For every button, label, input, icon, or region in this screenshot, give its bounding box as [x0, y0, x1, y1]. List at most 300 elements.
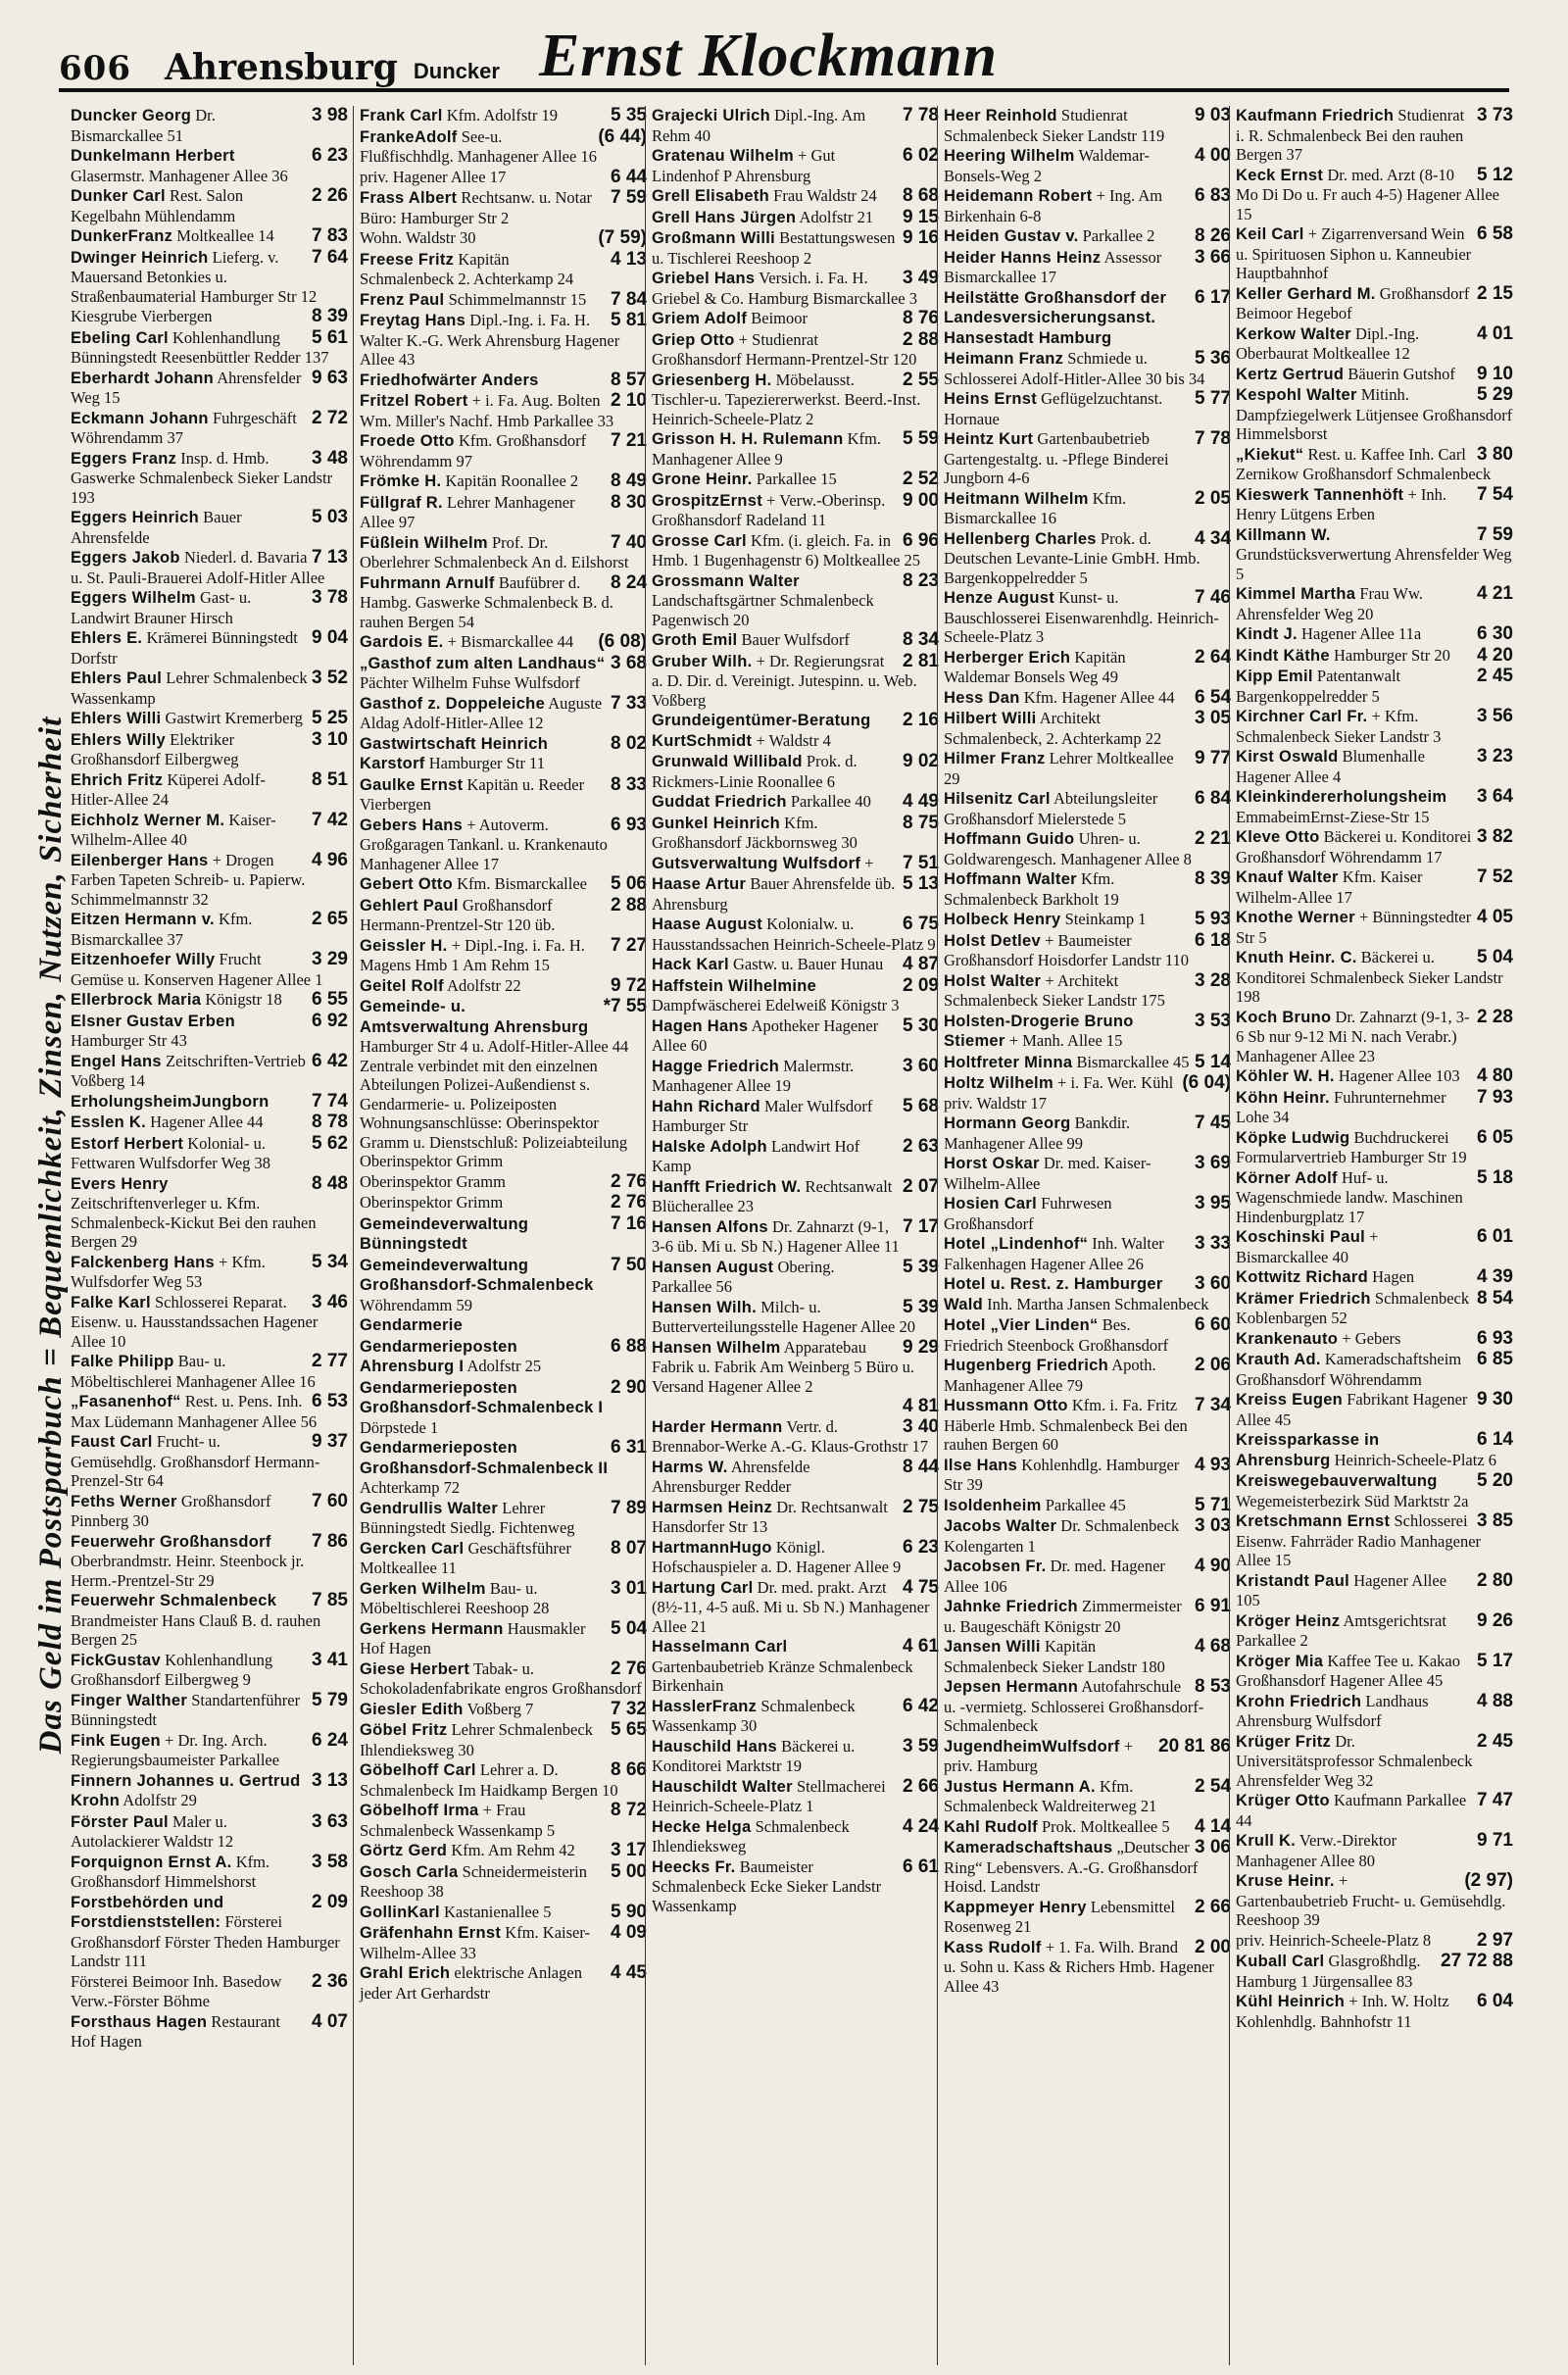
directory-entry	[1236, 1871, 1513, 1930]
entry-details: Dr. med. prakt. Arzt (8½-11, 4-5 auß. Mi u. Sb N.) Manhagener Allee 21	[652, 1577, 930, 1636]
directory-entry	[652, 330, 939, 370]
phone-number: 2 55	[903, 369, 939, 390]
directory-entry	[71, 628, 348, 668]
entry-details: Obering. Parkallee 56	[652, 1257, 835, 1296]
directory-entry	[360, 632, 647, 653]
phone-number: 5 90	[611, 1901, 647, 1922]
entry-details: Bau- u. Möbeltischlerei Manhagener Allee 16	[71, 1352, 316, 1391]
phone-number: 3 53	[1195, 1010, 1231, 1031]
phone-number: 3 68	[611, 652, 647, 673]
entry-name: Hasselmann Carl	[652, 1638, 788, 1656]
phone-number: 7 16	[611, 1212, 647, 1234]
entry-details: Fabrikant Hagener Allee 45	[1236, 1390, 1468, 1429]
entry-name: Frömke H.	[360, 472, 442, 490]
entry-details: Dr. Zahnarzt (9-1, 3-6 Sb nur 9-12 Mi N. nach Verabr.) Manhagener Allee 23	[1236, 1007, 1470, 1065]
entry-details: Bäckerei u. Konditorei Schmalenbeck Sieker Landstr 198	[1236, 948, 1503, 1006]
phone-number: 7 40	[611, 531, 647, 553]
directory-entry	[1236, 867, 1513, 907]
entry-name: Heiden Gustav v.	[944, 227, 1079, 245]
entry-details: Dipl.-Ing. i. Fa. H. Walter K.-G. Werk Ahrensburg Hagener Allee 43	[360, 311, 620, 369]
entry-details: Hagener Allee 105	[1236, 1570, 1447, 1609]
entry-details: Vertr. d. Brennabor-Werke A.-G. Klaus-Grothstr 17	[652, 1416, 928, 1456]
phone-number: 2 97	[1477, 1929, 1513, 1951]
directory-entry	[1236, 1227, 1513, 1266]
directory-entry	[360, 694, 647, 733]
entry-name: Griem Adolf	[652, 310, 748, 327]
phone-number: 2 09	[903, 974, 939, 996]
directory-entry	[652, 976, 939, 1015]
phone-number: 2 77	[312, 1351, 348, 1371]
entry-details: Dipl.-Ing. Oberbaurat Moltkeallee 12	[1236, 323, 1420, 363]
phone-number: 8 68	[903, 185, 939, 206]
entry-name: Harms W.	[652, 1458, 728, 1476]
phone-number: *7 55	[603, 996, 647, 1016]
entry-details: Gartenbaubetrieb Gartengestaltg. u. -Pflege Binderei Jungborn 4-6	[944, 429, 1169, 487]
directory-entry	[944, 1073, 1231, 1113]
phone-number: 2 76	[611, 1192, 647, 1212]
entry-name: Jepsen Hermann	[944, 1678, 1079, 1696]
directory-entry	[360, 1923, 647, 1962]
entry-details: Auguste Aldag Adolf-Hitler-Allee 12	[360, 693, 603, 732]
entry-details: Landschaftsgärtner Schmalenbeck Pagenwisch 20	[652, 591, 874, 629]
phone-number: 7 74	[312, 1090, 348, 1112]
entry-name: Gratenau Wilhelm	[652, 147, 794, 165]
entry-details: Bestattungswesen u. Tischlerei Reeshoop 2	[652, 228, 896, 268]
phone-number: 9 15	[903, 206, 939, 227]
page-number: 606	[59, 49, 131, 88]
entry-name: Hotel „Vier Linden“	[944, 1316, 1099, 1334]
directory-entry	[944, 1838, 1231, 1897]
entry-details: Kaffee Tee u. Kakao Großhansdorf Hagener Allee 45	[1236, 1651, 1460, 1690]
entry-details: Elektriker Großhansdorf Eilbergweg	[71, 729, 239, 768]
entry-name: Holtfreter Minna	[944, 1053, 1073, 1071]
phone-number: 3 66	[1195, 246, 1231, 268]
entry-details: Baufübrer d. Hambg. Gaswerke Schmalenbeck B. d. rauhen Bergen 54	[360, 572, 613, 631]
phone-number: 7 52	[1477, 866, 1513, 887]
phone-number: 3 40	[903, 1415, 939, 1437]
entry-details: Großhansdorf Beimoor Hegebof	[1236, 283, 1470, 322]
entry-details: + Kfm. Schmalenbeck Sieker Landstr 3	[1236, 707, 1442, 746]
directory-entry	[944, 429, 1231, 488]
entry-details: Niederl. d. Bavaria u. St. Pauli-Brauerei Adolf-Hitler Allee	[71, 548, 325, 587]
directory-entry	[652, 429, 939, 469]
entry-name: Gemeinde- u. Amtsverwaltung Ahrensburg	[360, 998, 589, 1036]
entry-details: Ahrensfelde Ahrensburger Redder	[652, 1457, 810, 1496]
entry-details: + Kfm. Wulfsdorfer Weg 53	[71, 1252, 266, 1291]
entry-name: Heimann Franz	[944, 350, 1064, 368]
directory-entry	[360, 493, 647, 532]
entry-details: Rechtsanwalt Blücherallee 23	[652, 1176, 893, 1215]
phone-number: 4 00	[1195, 145, 1231, 166]
entry-name: Krüger Otto	[1236, 1792, 1330, 1809]
phone-number: 7 27	[611, 934, 647, 956]
phone-number: 3 29	[312, 949, 348, 969]
phone-number: 4 13	[611, 248, 647, 270]
entry-name: Hagge Friedrich	[652, 1057, 780, 1075]
entry-details: + Frau Schmalenbeck Wassenkamp 5	[360, 1801, 556, 1840]
entry-details: Gartenbaubetrieb Kränze Schmalenbeck Birkenhain	[652, 1657, 913, 1695]
entry-name: Hilsenitz Carl	[944, 790, 1051, 808]
entry-name: Krankenauto	[1236, 1329, 1339, 1348]
directory-entry	[1236, 1952, 1513, 1991]
phone-number: 2 76	[611, 1170, 647, 1192]
directory-entry	[944, 1737, 1231, 1776]
entry-details: Oberinspektor Gramm	[360, 1171, 506, 1191]
phone-number: 9 10	[1477, 363, 1513, 384]
entry-name: Kirst Oswald	[1236, 748, 1339, 766]
directory-entry	[71, 1432, 348, 1491]
entry-details: Inh. Martha Jansen Schmalenbeck	[987, 1294, 1209, 1313]
directory-entry	[360, 228, 647, 249]
entry-details: Assessor Bismarckallee 17	[944, 247, 1162, 286]
entry-details: Bankdir. Manhagener Allee 99	[944, 1113, 1130, 1153]
directory-entry	[944, 869, 1231, 909]
directory-entry	[360, 1903, 647, 1923]
entry-name: Geissler H.	[360, 936, 448, 955]
entry-details: Fuhrgeschäft Wöhrendamm 37	[71, 408, 297, 447]
entry-name: Finnern Johannes u. Gertrud Krohn	[71, 1771, 301, 1809]
directory-entry	[944, 1516, 1231, 1556]
phone-number: 5 35	[611, 106, 647, 125]
entry-name: Kottwitz Richard	[1236, 1268, 1368, 1286]
phone-number: 3 10	[312, 728, 348, 750]
phone-number: 2 90	[611, 1376, 647, 1398]
directory-entry	[944, 971, 1231, 1011]
phone-number: 7 59	[611, 187, 647, 208]
entry-details: Parkallee 45	[1045, 1495, 1126, 1514]
directory-entry	[71, 1253, 348, 1292]
directory-entry	[1236, 1931, 1513, 1952]
phone-number: (7 59)	[598, 227, 647, 248]
entry-details: Schimmelmannstr 15	[448, 289, 587, 309]
entry-details: Kfm. Am Rehm 42	[451, 1841, 575, 1859]
entry-details: Voßberg 7	[466, 1699, 534, 1718]
entry-details: Frucht- u. Gemüsehdlg. Großhansdorf Hermann-Prenzel-Str 64	[71, 1432, 320, 1490]
entry-details: Kapitän Schmalenbeck Sieker Landstr 180	[944, 1637, 1165, 1676]
entry-details: + priv. Hamburg	[944, 1736, 1133, 1775]
entry-name: Halske Adolph	[652, 1137, 767, 1156]
directory-entry	[652, 1016, 939, 1056]
directory-entry	[360, 1659, 647, 1699]
entry-name: FrankeAdolf	[360, 127, 458, 146]
entry-name: Finger Walther	[71, 1691, 188, 1709]
directory-entry	[944, 1154, 1231, 1193]
entry-name: Heer Reinhold	[944, 107, 1057, 124]
phone-number: 7 83	[312, 225, 348, 246]
phone-number: 2 06	[1195, 1355, 1231, 1375]
directory-entry	[944, 648, 1231, 687]
entry-name: Kühl Heinrich	[1236, 1993, 1346, 2010]
directory-entry	[1236, 667, 1513, 706]
phone-number: 3 23	[1477, 746, 1513, 767]
directory-entry	[360, 1499, 647, 1538]
directory-entry	[1236, 324, 1513, 364]
entry-details: Gast- u. Landwirt Brauner Hirsch	[71, 588, 252, 627]
entry-name: Jahnke Friedrich	[944, 1598, 1078, 1615]
entry-name: Killmann W.	[1236, 525, 1331, 544]
entry-name: Isoldenheim	[944, 1496, 1042, 1514]
entry-name: Krauth Ad.	[1236, 1351, 1321, 1368]
entry-details: Beimoor	[751, 309, 808, 327]
entry-details: Architekt Schmalenbeck, 2. Achterkamp 22	[944, 709, 1162, 748]
phone-number: 8 54	[1477, 1287, 1513, 1309]
entry-details: Studienrat i. R. Schmalenbeck Bei den rauhen Bergen 37	[1236, 106, 1465, 164]
phone-number: 4 45	[611, 1962, 647, 1983]
directory-entry	[1236, 1652, 1513, 1691]
entry-name: Heintz Kurt	[944, 430, 1034, 448]
directory-entry	[944, 1817, 1231, 1838]
entry-name: Hormann Georg	[944, 1114, 1071, 1132]
directory-entry	[360, 1760, 647, 1800]
directory-entry	[944, 389, 1231, 428]
entry-details: Bauer Ahrensfelde	[71, 508, 242, 547]
directory-entry	[1236, 584, 1513, 623]
phone-number: 8 44	[903, 1456, 939, 1477]
entry-name: Holtz Wilhelm	[944, 1074, 1054, 1092]
phone-number: 2 15	[1477, 282, 1513, 304]
entry-name: Gaulke Ernst	[360, 775, 464, 794]
directory-entry	[360, 290, 647, 311]
entry-details: Lehrer Bünningstedt Siedlg. Fichtenweg	[360, 1498, 575, 1537]
directory-entry	[1236, 1066, 1513, 1087]
entry-name: Gardois E.	[360, 633, 444, 651]
phone-number: 6 61	[903, 1855, 939, 1877]
entry-details: Oberbrandmstr. Heinr. Steenbock jr. Herm.-Prentzel-Str 29	[71, 1552, 305, 1590]
entry-name: Geitel Rolf	[360, 976, 444, 995]
entry-details: Moltkeallee 14	[176, 226, 274, 245]
directory-entry	[360, 127, 647, 167]
directory-entry	[1236, 624, 1513, 645]
entry-details: Lehrer Moltkeallee 29	[944, 749, 1174, 788]
directory-entry	[1236, 1831, 1513, 1870]
entry-name: Hotel u. Rest. z. Hamburger Wald	[944, 1275, 1163, 1313]
directory-entry	[652, 792, 939, 813]
entry-name: Hussmann Otto	[944, 1397, 1068, 1414]
entry-details: Schmalenbeck Ihlendieksweg	[652, 1816, 850, 1855]
entry-details: „Deutscher Ring“ Lebensvers. A.-G. Großhansdorf Hoisd. Landstr	[944, 1838, 1199, 1896]
entry-details: Schmiede u. Schlosserei Adolf-Hitler-Allee 30 bis 34	[944, 349, 1205, 388]
entry-name: Kleve Otto	[1236, 828, 1320, 846]
phone-number: 6 53	[312, 1391, 348, 1411]
entry-name: Grossmann Walter	[652, 571, 800, 590]
phone-number: 4 88	[1477, 1690, 1513, 1711]
entry-name: Gendarmerie	[360, 1316, 464, 1334]
entry-details: Autofahrschule u. -vermietg. Schlosserei Großhansdorf-Schmalenbeck	[944, 1677, 1204, 1735]
directory-entry	[1236, 747, 1513, 786]
phone-number: 8 39	[312, 306, 348, 326]
entry-name: Heilstätte Großhansdorf der Landesversicherungsanst. Hansestadt Hamburg	[944, 288, 1167, 347]
directory-entry	[71, 449, 348, 508]
entry-name: Gemeindeverwaltung Großhansdorf-Schmalenbeck	[360, 1256, 594, 1294]
directory-entry	[71, 1092, 348, 1113]
phone-number: 3 60	[1195, 1273, 1231, 1294]
column-3	[645, 106, 939, 2365]
phone-number: 6 31	[611, 1437, 647, 1458]
directory-entry	[1236, 224, 1513, 283]
entry-details: Dipl.-Ing. Am Rehm 40	[652, 106, 866, 145]
entry-name: Holst Walter	[944, 971, 1042, 990]
directory-entry	[944, 1677, 1231, 1736]
entry-details: Krämerei Bünningstedt Dorfstr	[71, 628, 298, 668]
entry-name: Gutsverwaltung Wulfsdorf	[652, 854, 861, 872]
directory-entry	[71, 146, 348, 185]
entry-details: Rechtsanw. u. Notar Büro: Hamburger Str 2	[360, 188, 593, 227]
phone-number: 5 13	[903, 873, 939, 894]
directory-entry	[360, 1337, 647, 1377]
entry-name: Fink Eugen	[71, 1731, 161, 1750]
entry-name: Kappmeyer Henry	[944, 1898, 1087, 1916]
entry-details: + Bismarckallee 44	[447, 632, 574, 651]
entry-details: Dörpstede 1	[360, 1417, 439, 1437]
entry-details: + Zigarrenversand Wein u. Spirituosen Siphon u. Kanneubier Hauptbahnhof	[1236, 224, 1472, 282]
phone-number: 3 46	[312, 1291, 348, 1312]
directory-entry	[71, 1853, 348, 1892]
entry-details: elektrische Anlagen jeder Art Gerhardstr	[360, 1963, 582, 2003]
phone-number: 2 52	[903, 469, 939, 489]
entry-details: Schmalenbeck Koblenbargen 52	[1236, 1288, 1470, 1327]
phone-number: 2 75	[903, 1496, 939, 1517]
directory-entry	[944, 226, 1231, 247]
entry-name: HartmannHugo	[652, 1538, 772, 1557]
entry-name: Harder Hermann	[652, 1417, 783, 1436]
phone-number: 4 90	[1195, 1556, 1231, 1576]
entry-details: Großhansdorf Hermann-Prentzel-Str 120 üb.	[360, 895, 556, 934]
entry-details: Hamburger Str 20	[1334, 645, 1450, 665]
directory-entry	[944, 1356, 1231, 1395]
entry-details: Kaufmann Parkallee 44	[1236, 1791, 1467, 1830]
directory-entry	[652, 1137, 939, 1176]
phone-number: 8 30	[611, 491, 647, 513]
entry-name: Grunwald Willibald	[652, 753, 803, 770]
entry-details: Kfm. Kaiser Wilhelm-Allee 17	[1236, 867, 1423, 907]
phone-number: 6 42	[903, 1695, 939, 1716]
directory-entry	[652, 571, 939, 630]
directory-entry	[944, 1012, 1231, 1052]
phone-number: 6 88	[611, 1335, 647, 1357]
phone-number: 3 73	[1477, 106, 1513, 125]
entry-details: Dr. Rechtsanwalt Hansdorfer Str 13	[652, 1497, 888, 1536]
directory-entry	[360, 997, 647, 1171]
phone-number: 8 24	[611, 571, 647, 593]
phone-number: 3 56	[1477, 706, 1513, 726]
phone-number: 2 26	[312, 185, 348, 206]
phone-number: 2 65	[312, 909, 348, 929]
entry-details: Bäckerei u. Konditorei Marktstr 19	[652, 1736, 856, 1775]
entry-name: Evers Henry	[71, 1174, 169, 1193]
directory-entry	[652, 1817, 939, 1856]
entry-name: Koschinski Paul	[1236, 1228, 1365, 1246]
directory-entry	[1236, 365, 1513, 385]
phone-number: 4 87	[903, 954, 939, 974]
directory-entry	[944, 1194, 1231, 1233]
directory-entry	[360, 775, 647, 815]
phone-number: 8 23	[903, 569, 939, 591]
entry-details: priv. Heinrich-Scheele-Platz 8	[1236, 1930, 1432, 1950]
directory-entry	[652, 1397, 939, 1416]
entry-details: Prof. Dr. Oberlehrer Schmalenbeck An d. Eilshorst	[360, 532, 629, 571]
entry-details: Hagener Allee 103	[1338, 1066, 1460, 1085]
directory-entry	[360, 976, 647, 997]
directory-entry	[71, 2012, 348, 2052]
phone-number: 4 80	[1477, 1065, 1513, 1086]
entry-name: Knauf Walter	[1236, 868, 1339, 886]
entry-name: Ellerbrock Maria	[71, 991, 202, 1009]
phone-number: 7 33	[611, 692, 647, 714]
entry-name: Herberger Erich	[944, 648, 1071, 667]
phone-number: 3 28	[1195, 969, 1231, 991]
entry-name: Grisson H. H. Rulemann	[652, 430, 844, 448]
phone-number: 8 49	[611, 470, 647, 491]
entry-name: Hoffmann Walter	[944, 870, 1077, 888]
directory-entry	[360, 816, 647, 874]
entry-details: Baumeister Schmalenbeck Ecke Sieker Landstr Wassenkamp	[652, 1856, 882, 1915]
entry-name: Heecks Fr.	[652, 1857, 736, 1876]
directory-entry	[71, 1392, 348, 1431]
entry-details: Dampfwäscherei Edelweiß Königstr 3	[652, 996, 900, 1014]
entry-name: Jacobsen Fr.	[944, 1558, 1047, 1575]
entry-details: + Dr. Regierungsrat a. D. Dir. d. Vereinigt. Jutespinn. u. Web. Voßberg	[652, 651, 917, 710]
phone-number: 2 28	[1477, 1006, 1513, 1027]
entry-details: Prok. Moltkeallee 5	[1042, 1816, 1170, 1836]
entry-details: Bauer Wulfsdorf	[741, 630, 850, 649]
directory-entry	[652, 1777, 939, 1816]
phone-number: 4 14	[1195, 1815, 1231, 1837]
phone-number: 2 05	[1195, 487, 1231, 509]
directory-entry	[652, 1458, 939, 1497]
entry-name: Gendarmerieposten Großhansdorf-Schmalenbeck II	[360, 1439, 609, 1477]
entry-name: Kristandt Paul	[1236, 1571, 1350, 1590]
entry-details: Kfm. Kaiser-Wilhelm-Allee 33	[360, 1923, 591, 1962]
entry-name: Füßlein Wilhelm	[360, 533, 488, 552]
directory-entry	[944, 1777, 1231, 1816]
entry-name: Hellenberg Charles	[944, 529, 1097, 548]
entry-details: Landwirt Hof Kamp	[652, 1136, 860, 1175]
directory-entry	[944, 489, 1231, 528]
phone-number: (6 04)	[1182, 1072, 1231, 1093]
entry-details: Kohlenhandlung Bünningstedt Reesenbüttler Redder 137	[71, 327, 329, 367]
directory-entry	[652, 146, 939, 185]
directory-entry	[1236, 1088, 1513, 1127]
phone-number: 7 86	[312, 1530, 348, 1552]
entry-details: Kunst- u. Bauschlosserei Eisenwarenhdlg. Heinrich-Scheele-Platz 3	[944, 588, 1219, 646]
directory-entry	[652, 854, 939, 874]
entry-name: Frank Carl	[360, 107, 443, 124]
entry-details: Kfm. Adolfstr 19	[446, 106, 558, 124]
entry-details: Steinkamp 1	[1064, 910, 1147, 928]
phone-number: 8 78	[312, 1112, 348, 1132]
directory-entry	[360, 1193, 647, 1213]
directory-entry	[944, 688, 1231, 709]
entry-details: Lieferg. v. Mauersand Betonkies u. Straßenbaumaterial Hamburger Str 12	[71, 247, 318, 306]
phone-number: 3 64	[1477, 786, 1513, 807]
directory-entry	[1236, 485, 1513, 524]
phone-number: 8 39	[1195, 868, 1231, 889]
entry-details: Schmalenbeck Wassenkamp 30	[652, 1696, 856, 1735]
directory-entry	[360, 1619, 647, 1658]
directory-entry	[360, 250, 647, 289]
phone-number: 7 64	[312, 246, 348, 268]
entry-details: Kfm. Großhansdorf Wöhrendamm 97	[360, 431, 587, 470]
entry-name: Kuball Carl	[1236, 1953, 1325, 1970]
directory-entry	[652, 711, 939, 751]
phone-number: 5 39	[903, 1296, 939, 1317]
directory-entry	[652, 1298, 939, 1337]
phone-number: 5 18	[1477, 1166, 1513, 1188]
entry-details: Wöhrendamm 59	[360, 1295, 473, 1314]
directory-entry	[652, 309, 939, 329]
phone-number: 3 17	[611, 1840, 647, 1860]
entry-details: Huf- u. Wagenschmiede landw. Maschinen Hindenburgplatz 17	[1236, 1167, 1463, 1226]
